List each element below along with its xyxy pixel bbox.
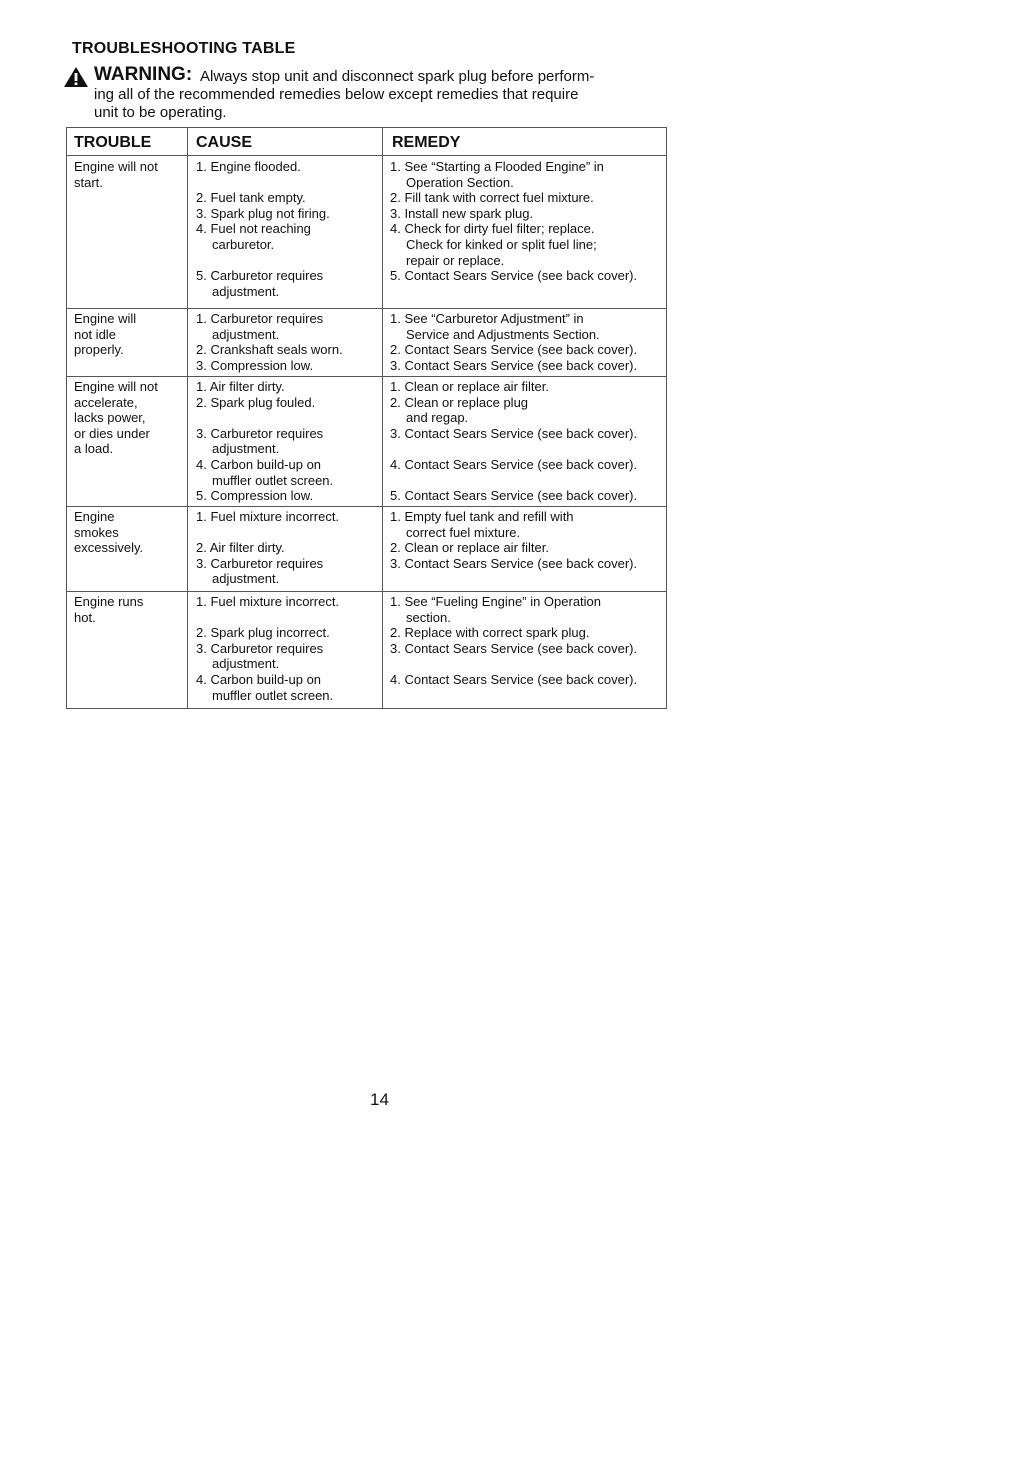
cause-cell [196, 159, 330, 299]
trouble-line: Engine will not [74, 159, 158, 174]
blank-line [196, 175, 330, 191]
remedy-line: 1. See “Carburetor Adjustment” in [390, 311, 584, 326]
remedy-line: 4. Contact Sears Service (see back cover). [390, 671, 638, 687]
trouble-cell [74, 379, 158, 457]
header-remedy: REMEDY [392, 134, 461, 151]
cause-line: 2. Crankshaft seals worn. [196, 342, 343, 358]
remedy-line: 5. Contact Sears Service (see back cover). [390, 488, 638, 504]
cause-line: carburetor. [212, 236, 275, 252]
trouble-line: Engine [74, 509, 115, 524]
remedy-line: 3. Contact Sears Service (see back cover). [390, 357, 638, 373]
remedy-line: section. [406, 609, 451, 625]
remedy-cell [390, 159, 637, 284]
remedy-line: 5. Contact Sears Service (see back cover). [390, 268, 638, 284]
remedy-cell [390, 594, 637, 688]
remedy-cell [390, 379, 637, 504]
blank-line [196, 410, 333, 426]
remedy-line: repair or replace. [406, 252, 505, 268]
remedy-line: 4. Check for dirty fuel filter; replace. [390, 221, 595, 237]
cause-line: muffler outlet screen. [212, 687, 334, 703]
column-divider [187, 128, 188, 708]
remedy-line: 4. Contact Sears Service (see back cover). [390, 456, 638, 472]
remedy-line: Service and Adjustments Section. [406, 326, 600, 342]
remedy-line: 1. Clean or replace air filter. [390, 379, 549, 394]
trouble-line: Engine will not [74, 379, 158, 394]
trouble-line: not idle [74, 326, 116, 342]
trouble-line: Engine will [74, 311, 137, 326]
remedy-line: 2. Replace with correct spark plug. [390, 625, 590, 641]
cause-line: adjustment. [212, 283, 280, 299]
row-divider [67, 591, 666, 592]
remedy-line: 1. See “Fueling Engine” in Operation [390, 594, 602, 609]
page-number: 14 [370, 1090, 389, 1109]
remedy-line: 3. Contact Sears Service (see back cover). [390, 640, 638, 656]
cause-line: 1. Carburetor requires [196, 311, 324, 326]
troubleshooting-table [66, 127, 667, 709]
row-divider [67, 376, 666, 377]
cause-line: 3. Carburetor requires [196, 640, 324, 656]
cause-line: 3. Carburetor requires [196, 555, 324, 571]
blank-line [390, 656, 637, 672]
cause-line: 2. Air filter dirty. [196, 540, 285, 556]
trouble-line: Engine runs [74, 594, 144, 609]
cause-cell [196, 379, 333, 504]
cause-line: 3. Spark plug not firing. [196, 205, 330, 221]
remedy-line: and regap. [406, 410, 469, 426]
cause-line: 5. Carburetor requires [196, 268, 324, 284]
remedy-line: Check for kinked or split fuel line; [406, 236, 597, 252]
blank-line [196, 253, 330, 269]
remedy-line: 2. Fill tank with correct fuel mixture. [390, 190, 594, 206]
trouble-cell [74, 509, 143, 556]
blank-line [196, 610, 339, 626]
cause-line: 1. Engine flooded. [196, 159, 301, 174]
trouble-line: properly. [74, 342, 124, 358]
trouble-line: hot. [74, 609, 96, 625]
cause-line: 2. Spark plug fouled. [196, 394, 316, 410]
row-divider [67, 506, 666, 507]
blank-line [196, 525, 339, 541]
header-divider [67, 155, 666, 156]
remedy-line: 2. Clean or replace air filter. [390, 540, 549, 556]
header-cause: CAUSE [196, 134, 253, 151]
trouble-line: lacks power, [74, 410, 146, 426]
trouble-cell [74, 159, 158, 190]
blank-line [390, 473, 637, 489]
remedy-line: Operation Section. [406, 174, 514, 190]
warning-text-line: ing all of the recommended remedies below except remedies that require [94, 86, 579, 103]
warning-text-line: unit to be operating. [94, 104, 227, 121]
remedy-line: 3. Install new spark plug. [390, 205, 534, 221]
cause-line: adjustment. [212, 441, 280, 457]
cause-cell [196, 509, 339, 587]
remedy-line: 2. Clean or replace plug [390, 394, 529, 410]
warning-text-line: Always stop unit and disconnect spark plug before perform- [200, 68, 595, 85]
cause-line: 4. Carbon build-up on [196, 671, 322, 687]
trouble-line: accelerate, [74, 394, 138, 410]
cause-line: 4. Fuel not reaching [196, 221, 311, 237]
column-divider [382, 128, 383, 708]
warning-label: WARNING: [94, 64, 193, 85]
trouble-cell [74, 594, 143, 625]
page-title: TROUBLESHOOTING TABLE [72, 40, 296, 57]
cause-cell [196, 311, 343, 373]
blank-line [390, 441, 637, 457]
remedy-cell [390, 509, 637, 571]
trouble-line: smokes [74, 524, 119, 540]
header-trouble: TROUBLE [74, 134, 152, 151]
warning-triangle-icon [63, 66, 89, 88]
remedy-line: 3. Contact Sears Service (see back cover). [390, 425, 638, 441]
cause-line: 2. Spark plug incorrect. [196, 625, 330, 641]
cause-line: 3. Carburetor requires [196, 425, 324, 441]
cause-line: adjustment. [212, 326, 280, 342]
cause-line: 4. Carbon build-up on [196, 456, 322, 472]
remedy-line: 1. See “Starting a Flooded Engine” in [390, 159, 604, 174]
cause-line: 5. Compression low. [196, 488, 314, 504]
trouble-line: or dies under [74, 425, 150, 441]
cause-line: adjustment. [212, 571, 280, 587]
trouble-line: a load. [74, 441, 114, 457]
trouble-line: excessively. [74, 540, 144, 556]
remedy-line: 2. Contact Sears Service (see back cover). [390, 342, 638, 358]
trouble-line: start. [74, 174, 103, 190]
remedy-cell [390, 311, 637, 373]
cause-line: 1. Air filter dirty. [196, 379, 285, 394]
remedy-line: 1. Empty fuel tank and refill with [390, 509, 574, 524]
row-divider [67, 308, 666, 309]
cause-line: 1. Fuel mixture incorrect. [196, 509, 340, 524]
cause-line: adjustment. [212, 656, 280, 672]
remedy-line: correct fuel mixture. [406, 524, 521, 540]
trouble-cell [74, 311, 136, 358]
cause-line: 2. Fuel tank empty. [196, 190, 306, 206]
cause-line: muffler outlet screen. [212, 472, 334, 488]
cause-line: 3. Compression low. [196, 357, 314, 373]
cause-cell [196, 594, 339, 703]
remedy-line: 3. Contact Sears Service (see back cover). [390, 555, 638, 571]
cause-line: 1. Fuel mixture incorrect. [196, 594, 340, 609]
